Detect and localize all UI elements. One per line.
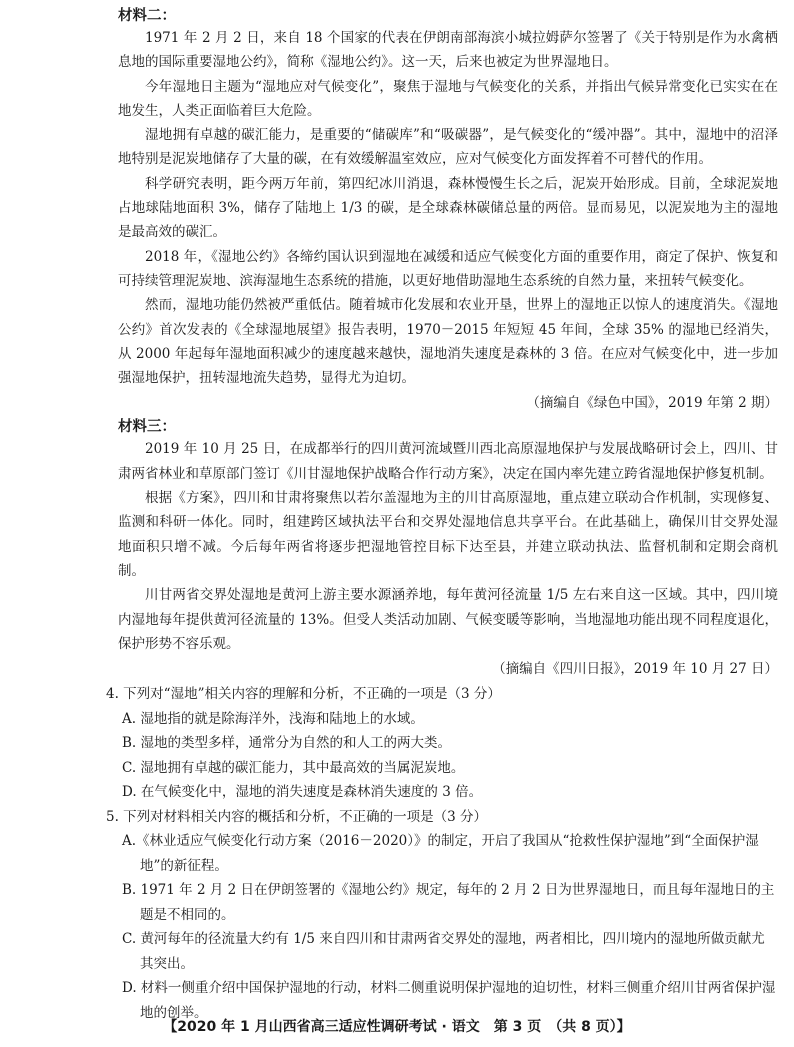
material3-source: （摘编自《四川日报》，2019 年 10 月 27 日）	[492, 661, 778, 678]
material3-paragraph: 川甘两省交界处湿地是黄河上游主要水源涵养地，每年黄河径流量 1/5 左右来自这一区域。其中，四川境内湿地每年提供黄河径流量的 13%。但受人类活动加剧、气候变暖等影响，当地湿地功能出现不同程度退化，保护形势不容乐观。	[118, 587, 778, 652]
material2-paragraph: 今年湿地日主题为“湿地应对气候变化”，聚焦于湿地与气候变化的关系，并指出气候异常变化已实实在在地发生，人类正面临着巨大危险。	[118, 78, 778, 119]
material2-source: （摘编自《绿色中国》，2019 年第 2 期）	[526, 395, 778, 412]
question-4-stem: 4. 下列对“湿地”相关内容的理解和分析，不正确的一项是（3 分）	[106, 686, 501, 703]
question-4-option-c: C. 湿地拥有卓越的碳汇能力，其中最高效的当属泥炭地。	[122, 759, 465, 776]
question-4-option-d: D. 在气候变化中，湿地的消失速度是森林消失速度的 3 倍。	[122, 784, 483, 801]
material2-paragraph: 然而，湿地功能仍然被严重低估。随着城市化发展和农业开垦，世界上的湿地正以惊人的速度消失。《湿地公约》首次发表的《全球湿地展望》报告表明，1970－2015 年短短 45 年间，全球 35% 的湿地已经消失，从 2000 年起每年湿地面积减少的速度越来越快，湿地消失速度是森林的 3 倍。在应对气候变化中，进一步加强湿地保护，扭转湿地流失趋势，显得尤为迫切。	[118, 297, 778, 387]
material2-heading: 材料二：	[118, 7, 176, 24]
material2-paragraph: 湿地拥有卓越的碳汇能力，是重要的“储碳库”和“吸碳器”，是气候变化的“缓冲器”。其中，湿地中的沼泽地特别是泥炭地储存了大量的碳，在有效缓解温室效应，应对气候变化方面发挥着不可替代的作用。	[118, 127, 778, 168]
material3-heading: 材料三：	[118, 418, 176, 436]
material2-paragraph: 2018 年，《湿地公约》各缔约国认识到湿地在减缓和适应气候变化方面的重要作用，商定了保护、恢复和可持续管理泥炭地、滨海湿地生态系统的措施，以更好地借助湿地生态系统的自然力量，来扭转气候变化。	[118, 248, 778, 289]
question-5-option-a: A.《林业适应气候变化行动方案（2016－2020）》的制定，开启了我国从“抢救性保护湿地”到“全面保护湿地”的新征程。	[122, 833, 759, 874]
question-5-option-c: C. 黄河每年的径流量大约有 1/5 来自四川和甘肃两省交界处的湿地，两者相比，四川境内的湿地所做贡献尤其突出。	[122, 931, 765, 972]
material3-paragraph: 2019 年 10 月 25 日，在成都举行的四川黄河流域暨川西北高原湿地保护与发展战略研讨会上，四川、甘肃两省林业和草原部门签订《川甘湿地保护战略合作行动方案》，决定在国内率先建立跨省湿地保护修复机制。	[118, 441, 778, 482]
question-4-option-b: B. 湿地的类型多样，通常分为自然的和人工的两大类。	[122, 735, 452, 752]
material2-paragraph: 科学研究表明，距今两万年前，第四纪冰川消退，森林慢慢生长之后，泥炭开始形成。目前，全球泥炭地占地球陆地面积 3%，储存了陆地上 1/3 的碳，是全球森林碳储总量的两倍。显而易见，以泥炭地为主的湿地是最高效的碳汇。	[118, 175, 778, 241]
question-5-option-d: D. 材料一侧重介绍中国保护湿地的行动，材料二侧重说明保护湿地的迫切性，材料三侧重介绍川甘两省保护湿地的创举。	[122, 980, 776, 1021]
material3-paragraph: 根据《方案》，四川和甘肃将聚焦以若尔盖湿地为主的川甘高原湿地，重点建立联动合作机制，实现修复、监测和科研一体化。同时，组建跨区域执法平台和交界处湿地信息共享平台。在此基础上，确保川甘交界处湿地面积只增不减。今后每年两省将逐步把湿地管控目标下达至县，并建立联动执法、监督机制和定期会商机制。	[118, 490, 778, 579]
question-5-stem: 5. 下列对材料相关内容的概括和分析，不正确的一项是（3 分）	[106, 808, 488, 825]
material2-paragraph: 1971 年 2 月 2 日，来自 18 个国家的代表在伊朗南部海滨小城拉姆萨尔签署了《关于特别是作为水禽栖息地的国际重要湿地公约》，简称《湿地公约》。这一天，后来也被定为世界湿地日。	[118, 30, 778, 71]
page-content	[106, 5, 778, 1025]
question-4-option-a: A. 湿地指的就是除海洋外，浅海和陆地上的水域。	[122, 710, 424, 727]
question-5-option-b: B. 1971 年 2 月 2 日在伊朗签署的《湿地公约》规定，每年的 2 月 2 日为世界湿地日，而且每年湿地日的主题是不相同的。	[122, 882, 775, 923]
page-footer: 【2020 年 1 月山西省高三适应性调研考试 · 语文 第 3 页 （共 8 页）】	[163, 1019, 631, 1035]
